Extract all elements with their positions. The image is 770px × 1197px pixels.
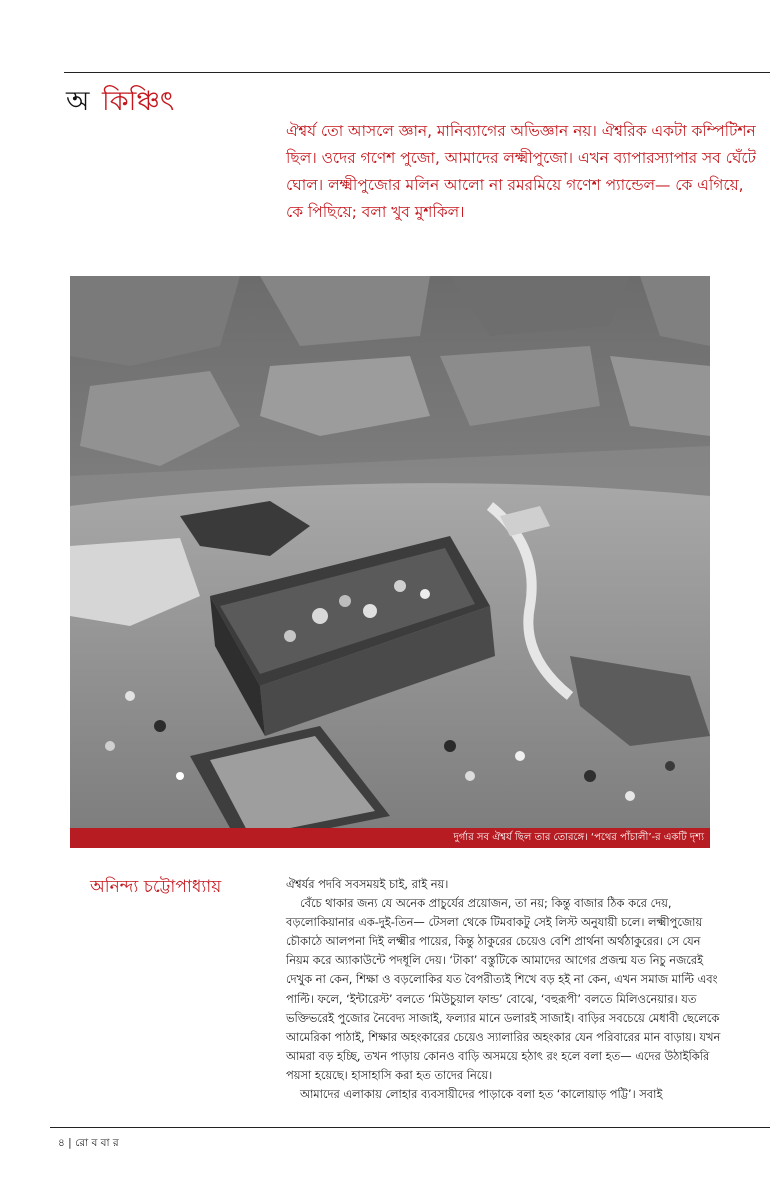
section-header xyxy=(66,86,174,118)
article-body xyxy=(286,875,726,1104)
page-footer xyxy=(58,1136,119,1153)
publication-name: রো ব বা র xyxy=(75,1137,119,1149)
article-paragraph: আমাদের এলাকায় লোহার ব্যবসায়ীদের পাড়াকে বলা হত ‘কালোয়াড় পট্টি’। সবাই xyxy=(300,1087,663,1102)
pull-quote: ঐশ্বর্য তো আসলে জ্ঞান, মানিব্যাগের অভিজ্ঞান নয়। ঐশ্বরিক একটা কম্পিটিশন ছিল। ওদের গণেশ পুজো, আমাদের লক্ষ্মীপুজো। এখন ব্যাপারস্যাপার সব ঘেঁটে ঘোল। লক্ষ্মীপুজোর মলিন আলো না রমরমিয়ে গণেশ প্যান্ডেল— কে এগিয়ে, কে পিছিয়ে; বলা খুব মুশকিল। xyxy=(286,122,756,221)
article-paragraph: ঐশ্বর্যর পদবি সবসময়ই চাই, রাই নয়। xyxy=(286,877,449,891)
article-photo xyxy=(70,276,710,846)
page-number: ৪ xyxy=(58,1137,65,1149)
top-rule xyxy=(64,72,770,73)
photo-caption: দুর্গার সব ঐশ্বর্য ছিল তার তোরঙ্গে। ‘পথের পাঁচালী’-র একটি দৃশ্য xyxy=(70,828,710,848)
bottom-rule xyxy=(50,1127,770,1128)
section-prefix: অ xyxy=(66,86,90,117)
author-byline: অনিন্দ্য চট্টোপাধ্যায় xyxy=(90,877,222,897)
section-title: কিঞ্চিৎ xyxy=(101,86,175,117)
article-paragraph: বেঁচে থাকার জন্য যে অনেক প্রাচুর্যের প্রয়োজন, তা নয়; কিন্তু বাজার ঠিক করে দেয়, বড়লোকিয়ানার এক-দুই-তিন— টেসলা থেকে টিমবাকটু সেই লিস্ট অনুযায়ী চলে। লক্ষ্মীপুজোয় চৌকাঠে আলপনা দিই লক্ষ্মীর পায়ের, কিন্তু ঠাকুরের চেয়েও বেশি প্রার্থনা অর্থঠাকুরের। সে যেন নিয়ম করে অ্যাকাউন্টে পদধূলি দেয়। ‘টাকা’ বস্তুটিকে আমাদের আগের প্রজন্ম যত নিচু নজরেই দেখুক না কেন, শিক্ষা ও বড়লোকির যত বৈপরীত্যই শিখে বড় হই না কেন, এখন সমাজ মাল্টি এবং পাল্টি। ফলে, ‘ইন্টারেস্ট’ বলতে ‘মিউচুয়াল ফান্ড’ বোঝে, ‘বহুরূপী’ বলতে মিলিওনেয়ার। যত ভক্তিভরেই পুজোর নৈবেদ্য সাজাই, ফল্যার মানে ডলারই সাজাই। বাড়ির সবচেয়ে মেধাবী ছেলেকে আমেরিকা পাঠাই, শিক্ষার অহংকারের চেয়েও স্যালারির অহংকার যেন পরিবারের মান বাড়ায়। যখন আমরা বড় হচ্ছি, তখন পাড়ায় কোনও বাড়ি অসময়ে হঠাৎ রং হলে বলা হত— এদের উঠাইকিরি পয়সা হয়েছে। হাসাহাসি করা হত তাদের নিয়ে। xyxy=(286,896,721,1082)
footer-separator: | xyxy=(68,1137,72,1149)
photo-illustration xyxy=(70,276,710,846)
